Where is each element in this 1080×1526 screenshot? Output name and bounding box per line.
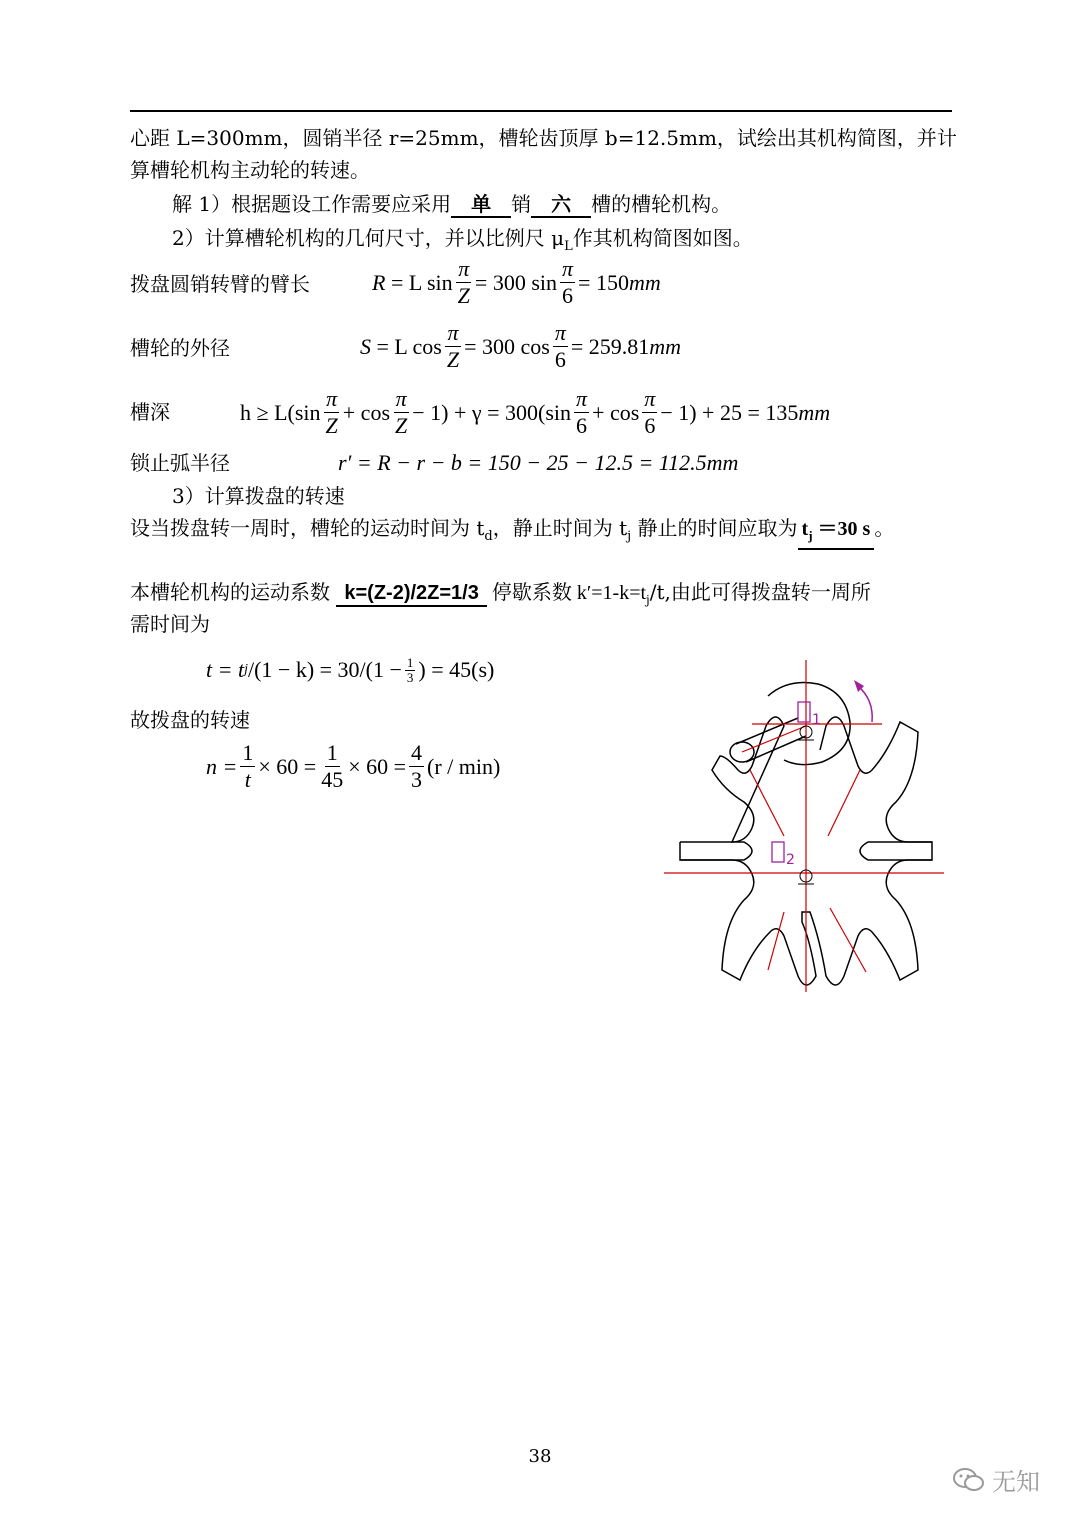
equation-lock-arc: r′ = R − r − b = 150 − 25 − 12.5 = 112.5 mm: [338, 450, 739, 475]
equation-arm-length: R = L sin $\frac{\pi}{Z}$ = 300 sin $\frac{\pi}{6}$ = 150 mm: [372, 256, 661, 308]
label-box-o2: [772, 842, 784, 862]
slot-centerline-2: [828, 770, 860, 836]
slot-centerline-1: [750, 770, 784, 836]
blank-dwell-time: $t_j =30$ s: [798, 517, 875, 550]
watermark: [952, 1462, 1040, 1497]
equation-speed: n = $\frac{1}{t}$ × 60 = $\frac{1}{45}$ × 60 = $\frac{4}{3}$ (r / min): [206, 740, 501, 792]
speed-label: 故拨盘的转速: [130, 708, 250, 732]
blank-pin-count: 单: [451, 192, 511, 218]
problem-line-2: 算槽轮机构主动轮的转速。: [130, 158, 370, 182]
outer-diameter-label: 槽轮的外径: [130, 336, 230, 360]
watermark-text: 无知: [992, 1468, 1040, 1496]
page-number: 38: [528, 1446, 552, 1467]
header-rule: [130, 110, 952, 112]
equation-cycle-time: t = t j /(1 − k) = 30/(1 − $\frac{1}{3}$ ) = 45(s): [206, 654, 495, 685]
slot-right: [860, 842, 932, 860]
label-o2: 2: [786, 852, 795, 868]
slot-left: [680, 842, 752, 860]
time-statement: 设当拨盘转一周时，槽轮的运动时间为 $t_d$，静止时间为 $t_j$ 静止的时间应取为 $t_j =30$ s 。: [130, 514, 894, 551]
motion-coefficient-line: 本槽轮机构的运动系数 k=(Z-2)/2Z=1/3 停歇系数 $k'=1-k=t_j/t$,由此可得拨盘转一周所: [130, 580, 871, 607]
geneva-mechanism-figure: [660, 660, 950, 1005]
lock-arc-label: 锁止弧半径: [130, 451, 230, 475]
blank-motion-coefficient: k=(Z-2)/2Z=1/3: [336, 581, 487, 607]
blank-slot-count: 六: [531, 192, 591, 218]
label-o1: 1: [812, 712, 821, 728]
solution-step-2: 2）计算槽轮机构的几何尺寸，并以比例尺 $\mu_L$作其机构简图如图。: [172, 226, 753, 254]
solution-step-1: 解 1）根据题设工作需要应采用 单 销 六 槽的槽轮机构。: [172, 192, 732, 216]
arm-length-label: 拨盘圆销转臂的臂长: [130, 272, 310, 296]
label-box-o1: [798, 702, 810, 722]
problem-line-1: 心距 L=300mm，圆销半径 r=25mm，槽轮齿顶厚 b=12.5mm，试绘出其机构简图，并计: [130, 126, 957, 150]
motion-coefficient-line-2: 需时间为: [130, 612, 210, 636]
equation-slot-depth: h ≥ L(sin $\frac{\pi}{Z}$ + cos $\frac{\pi}{Z}$ − 1) + γ = 300(sin $\frac{\pi}{6}$ + cos $\frac{\pi}{6}$ − 1) + 25 = 135 mm: [240, 386, 831, 438]
rotation-arrow: [858, 686, 872, 722]
wechat-icon: [952, 1466, 986, 1494]
slot-depth-label: 槽深: [130, 400, 170, 424]
slot-centerline-3: [768, 912, 784, 970]
solution-step-3: 3）计算拨盘的转速: [172, 484, 345, 508]
equation-outer-diameter: S = L cos $\frac{\pi}{Z}$ = 300 cos $\frac{\pi}{6}$ = 259.81 mm: [360, 320, 682, 372]
